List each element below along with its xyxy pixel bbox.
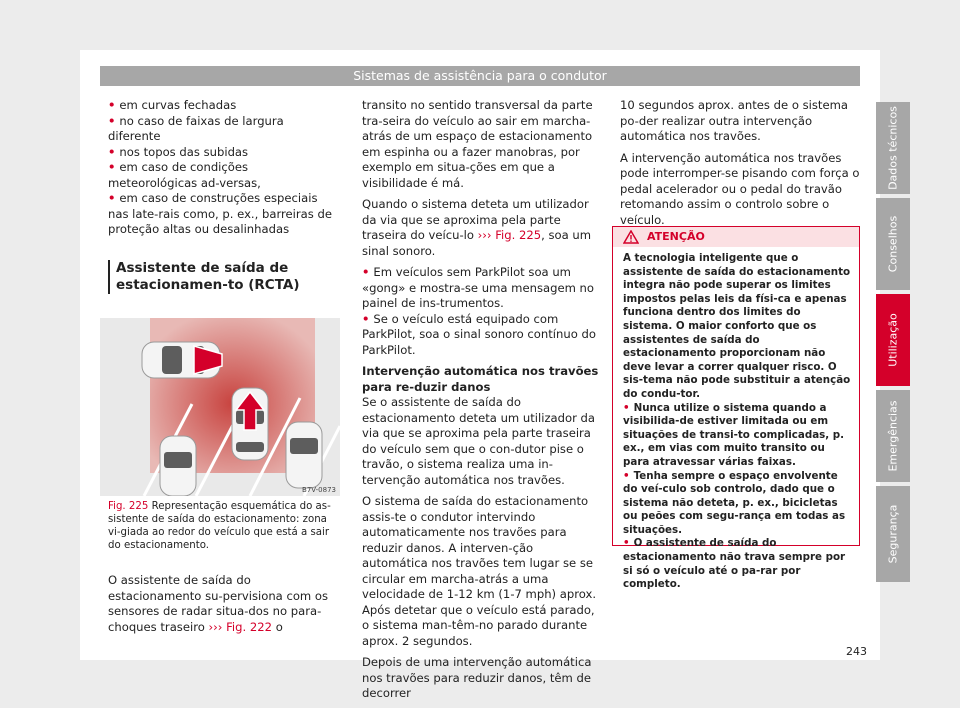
bullet-icon: • bbox=[623, 537, 630, 550]
column-2 bbox=[362, 98, 602, 708]
paragraph: 10 segundos aprox. antes de o sistema po-der realizar outra intervenção automática nos travões. bbox=[620, 98, 848, 143]
page-header: Sistemas de assistência para o condutor bbox=[100, 66, 860, 86]
warning-body bbox=[623, 252, 853, 592]
list-item: • em caso de construções especiais nas late-rais como, p. ex., barreiras de proteção altas ou desalinhadas bbox=[108, 191, 332, 236]
warning-label: ATENÇÃO bbox=[647, 230, 705, 243]
tab-seguranca[interactable]: Segurança bbox=[876, 486, 910, 582]
warning-item: • O assistente de saída do estacionamento não trava sempre por si só o veículo até o pa-rar por completo. bbox=[623, 537, 846, 591]
parked-car-icon bbox=[286, 422, 322, 488]
page-number: 243 bbox=[846, 645, 867, 658]
warning-triangle-icon bbox=[623, 230, 639, 244]
warning-header bbox=[613, 227, 859, 247]
warning-item: • Tenha sempre o espaço envolvente do veí-culo sob controlo, dado que o sistema não deteta, p. ex., bicicletas ou peões com segu-rança em todas as situações. bbox=[623, 469, 846, 536]
bullet-icon: • bbox=[362, 311, 370, 326]
bullet-icon: • bbox=[108, 160, 116, 174]
tab-dados-tecnicos[interactable]: Dados técnicos bbox=[876, 102, 910, 194]
parking-diagram bbox=[100, 318, 340, 496]
exiting-car-icon bbox=[232, 388, 268, 460]
figure-code: B7V-0873 bbox=[302, 486, 336, 494]
subheading: Intervenção automática nos travões para re-duzir danos bbox=[362, 364, 599, 394]
figure-link[interactable]: ››› Fig. 222 bbox=[208, 619, 272, 634]
figure-link[interactable]: ››› Fig. 225 bbox=[477, 228, 542, 242]
tab-conselhos[interactable]: Conselhos bbox=[876, 198, 910, 290]
bullet-icon: • bbox=[623, 401, 630, 414]
paragraph: A intervenção automática nos travões pode interromper-se pisando com força o pedal acelerador ou o pedal do travão retomando assim o controlo sobre o veículo. bbox=[620, 150, 860, 227]
bullet-icon: • bbox=[623, 469, 630, 482]
figure-label: Fig. 225 bbox=[108, 501, 149, 512]
tab-utilizacao[interactable]: Utilização bbox=[876, 294, 910, 386]
parked-car-icon bbox=[160, 436, 196, 496]
bullet-icon: • bbox=[108, 113, 116, 128]
paragraph: O sistema de saída do estacionamento assis-te o condutor intervindo automaticamente nos travões para reduzir danos. A interven-ção automática nos travões tem lugar se se circular em marcha-atrás a uma velocidade de 1-12 km (1-7 mph) aprox. Após detetar que o veículo está parado, o sistema man-têm-no parado durante aprox. 2 segundos. bbox=[362, 494, 597, 648]
column-3 bbox=[620, 98, 860, 234]
paragraph: transito no sentido transversal da parte tra-seira do veículo ao sair em marcha-atrás de um espaço de estacionamento em espinha ou a fazer manobras, por exemplo em situa-ções em que a visibilidade é má. bbox=[362, 98, 593, 190]
rcta-intro-paragraph: O assistente de saída do estacionamento su-pervisiona com os sensores de radar situa-dos no para-choques traseiro ››› Fig. 222 o bbox=[108, 573, 329, 634]
column-1 bbox=[108, 98, 336, 294]
list-item: • em caso de condições meteorológicas ad-versas, bbox=[108, 160, 261, 190]
tab-emergencias[interactable]: Emergências bbox=[876, 390, 910, 482]
section-heading: Assistente de saída de estacionamen-to (RCTA) bbox=[108, 260, 336, 294]
bullet-icon: • bbox=[108, 191, 116, 205]
list-item: • nos topos das subidas bbox=[108, 144, 249, 159]
warning-box bbox=[612, 226, 860, 591]
list-item: • Se o veículo está equipado com ParkPilot, soa o sinal sonoro contínuo do ParkPilot. bbox=[362, 311, 596, 357]
paragraph: Se o assistente de saída do estacionamento deteta um utilizador da via que se aproxima pela parte traseira do veículo sem que o con-dutor pise o travão, o sistema realiza uma in-tervenção automática nos travões. bbox=[362, 395, 596, 487]
list-item: • Em veículos sem ParkPilot soa um «gong» e mostra-se uma mensagem no painel de ins-trumentos. bbox=[362, 265, 594, 310]
figure-225 bbox=[100, 318, 340, 496]
bullet-icon: • bbox=[108, 144, 116, 159]
list-item: • no caso de faixas de largura diferente bbox=[108, 113, 284, 143]
list-item: • em curvas fechadas bbox=[108, 98, 237, 112]
figure-caption: Fig. 225 Representação esquemática do as-sistente de saída do estacionamento: zona vi-giada ao redor do veículo que está a sair do estacionamento. bbox=[108, 501, 331, 551]
warning-text: A tecnologia inteligente que o assistente de saída do estacionamento integra não pode superar os limites impostos pelas leis da físi-ca e apenas funciona dentro dos limites do sistema. O maior conforto que os assistentes de saída do estacionamento proporcionam não deve levar a correr qualquer risco. O sis-tema não pode substituir a atenção do condu-tor. bbox=[623, 252, 851, 400]
paragraph: Quando o sistema deteta um utilizador da via que se aproxima pela parte traseira do veícu-lo ››› Fig. 225, soa um sinal sonoro. bbox=[362, 197, 592, 258]
bullet-icon: • bbox=[362, 265, 370, 279]
warning-item: • Nunca utilize o sistema quando a visibilida-de estiver limitada ou em situações de transi-to complicadas, p. ex., em vias com muito transito ou para atravessar várias faixas. bbox=[623, 401, 845, 468]
conditions-list bbox=[108, 98, 336, 238]
crossing-car-icon bbox=[142, 342, 222, 378]
bullet-icon: • bbox=[108, 98, 116, 112]
paragraph: Depois de uma intervenção automática nos travões para reduzir danos, têm de decorrer bbox=[362, 655, 592, 700]
